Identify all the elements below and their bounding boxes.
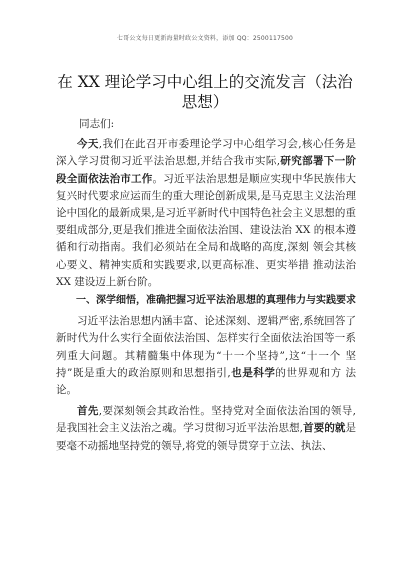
paragraph-emphasis: 首要的就 xyxy=(303,422,346,435)
paragraph-lead: 首先 xyxy=(77,405,99,418)
paragraph-intro xyxy=(56,136,356,291)
paragraph-text: ,我们在此召开市委理论学习中心组学习会,核心任务是深入学习贯彻习近平法治思想,并结合我市实际, xyxy=(56,138,356,168)
paragraph-lead: 今天 xyxy=(77,138,99,151)
document-title: 在 XX 理论学习中心组上的交流发言（法治思想） xyxy=(57,73,353,111)
section-heading: 一、深学细悟，准确把握习近平法治思想的真理伟力与实践要求 xyxy=(76,295,356,307)
paragraph-eleven-persistences xyxy=(56,313,356,399)
paragraph-text: 。习近平法治思想是顺应实现中华民族伟大复兴时代要求应运而生的重大理论创新成果,是马克思主义法治理论中国化的最新成果,是习近平新时代中国特色社会主义思想的重要组成部分,更是我们推进全面依法治国、建设法治 XX 的根本遵循和行动指南。我们必须站在全局和战略的高度,深刻 领会其核心要义、精神实质和实践要求,以更高标准、更实举措 推动法治 XX 建设迈上新台阶。 xyxy=(56,172,356,288)
paragraph-political-nature xyxy=(56,403,356,455)
header-note: 七哥公文每日更新海量时政公文资料，添加 QQ：2500117500 xyxy=(116,35,294,42)
paragraph-text: ,要深刻领会其政治性。坚持党对全面依法治国的领导,是我国社会主义法治之魂。学习贯彻习近平法治思想, xyxy=(56,405,356,435)
paragraph-text: 习近平法治思想内涵丰富、论述深刻、逻辑严密,系统回答了新时代为什么实行全面依法治国、怎样实行全面依法治国等一系列重大问题。其精髓集中体现为“十一个坚持”,这“十一个 坚持” xyxy=(56,315,356,379)
paragraph-emphasis: 也是科学 xyxy=(230,366,276,379)
paragraph-text: 既是重大的政治原则和思想指引, xyxy=(72,366,231,379)
paragraph-text: 的世界观和方 法论。 xyxy=(56,366,356,397)
document-body xyxy=(56,116,356,455)
paragraph-emphasis: 研究部署下一阶段全面依法治市工作 xyxy=(56,155,356,185)
paragraph-text: 是要毫不动摇地坚持党的领导,将党的领导贯穿于立法、执法、 xyxy=(56,422,357,452)
salutation: 同志们: xyxy=(79,118,115,130)
